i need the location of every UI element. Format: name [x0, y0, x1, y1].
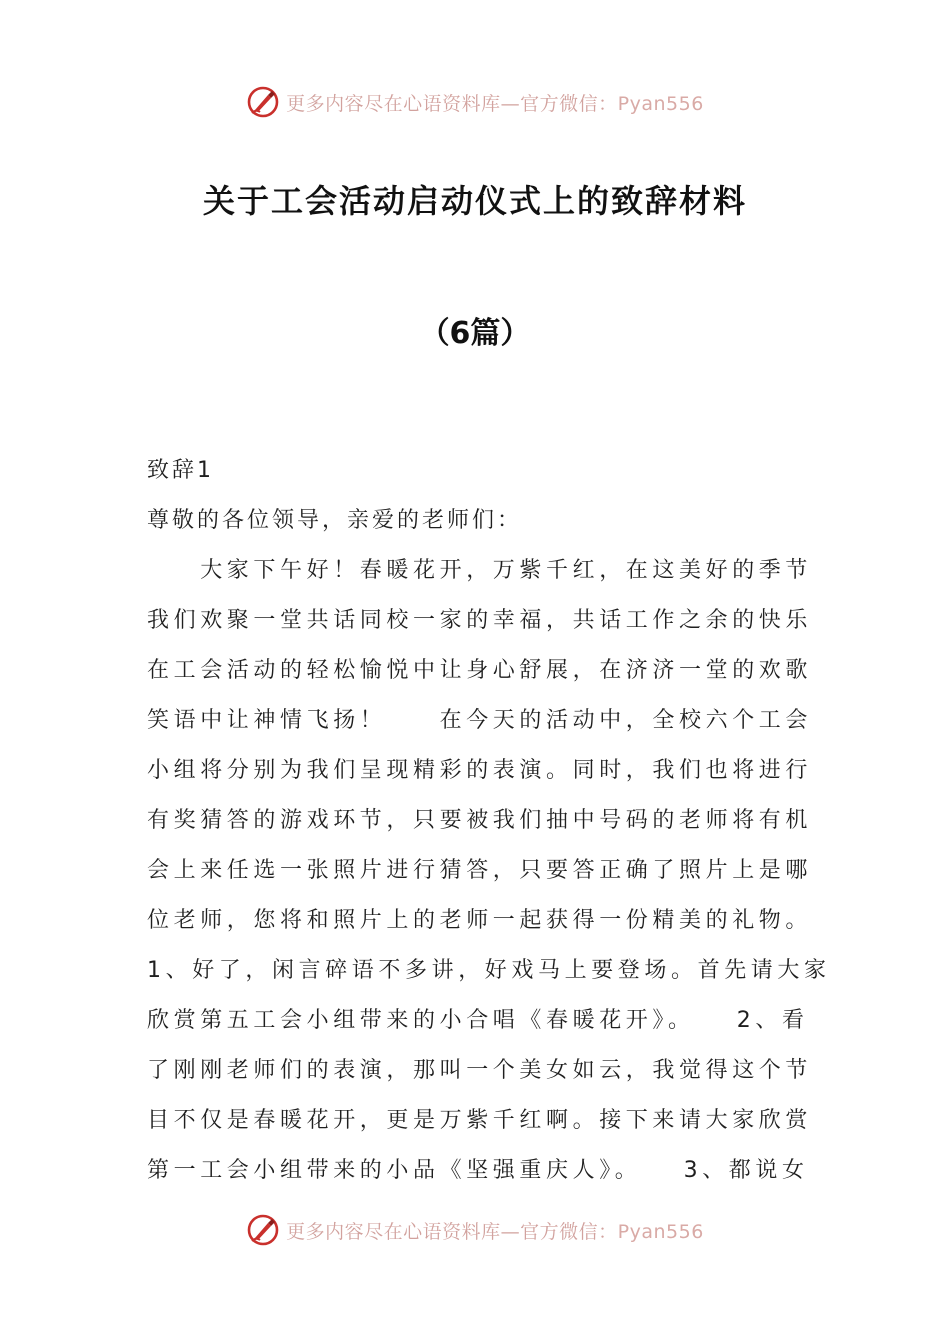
- section-label: 致辞1: [147, 458, 214, 483]
- pen-logo-icon: [246, 1213, 280, 1247]
- body-paragraph: [147, 546, 831, 1196]
- body-line: 第一工会小组带来的小品《坚强重庆人》。 3、都说女: [147, 1158, 809, 1183]
- watermark-text: 更多内容尽在心语资料库—官方微信：Pyan556: [286, 92, 704, 115]
- pen-logo-icon: [246, 85, 280, 119]
- body-line: 目不仅是春暖花开，更是万紫千红啊。接下来请大家欣赏: [147, 1108, 813, 1133]
- salutation: 尊敬的各位领导，亲爱的老师们：: [147, 508, 523, 533]
- wechat-id: Pyan556: [617, 92, 704, 115]
- body-line: 在工会活动的轻松愉悦中让身心舒展，在济济一堂的欢歌: [147, 658, 813, 683]
- document-body: [147, 446, 831, 1196]
- document-subtitle: （6篇）: [419, 316, 531, 351]
- body-line: 有奖猜答的游戏环节，只要被我们抽中号码的老师将有机: [147, 808, 813, 833]
- watermark-text: 更多内容尽在心语资料库—官方微信：Pyan556: [286, 1220, 704, 1243]
- body-line: 了刚刚老师们的表演，那叫一个美女如云，我觉得这个节: [147, 1058, 813, 1083]
- wechat-id: Pyan556: [617, 1220, 704, 1243]
- document-title: 关于工会活动启动仪式上的致辞材料: [202, 182, 747, 220]
- body-line: 小组将分别为我们呈现精彩的表演。同时，我们也将进行: [147, 758, 813, 783]
- header-watermark: [0, 82, 950, 122]
- body-line: 笑语中让神情飞扬！ 在今天的活动中，全校六个工会: [147, 708, 813, 733]
- body-line: 我们欢聚一堂共话同校一家的幸福，共话工作之余的快乐: [147, 608, 813, 633]
- footer-watermark: [0, 1210, 950, 1250]
- body-line: 大家下午好！春暖花开，万紫千红，在这美好的季节: [147, 558, 813, 583]
- body-line: 1、好了，闲言碎语不多讲，好戏马上要登场。首先请大家: [147, 958, 831, 983]
- body-line: 位老师，您将和照片上的老师一起获得一份精美的礼物。: [147, 908, 813, 933]
- body-line: 欣赏第五工会小组带来的小合唱《春暖花开》。 2、看: [147, 1008, 809, 1033]
- body-line: 会上来任选一张照片进行猜答，只要答正确了照片上是哪: [147, 858, 813, 883]
